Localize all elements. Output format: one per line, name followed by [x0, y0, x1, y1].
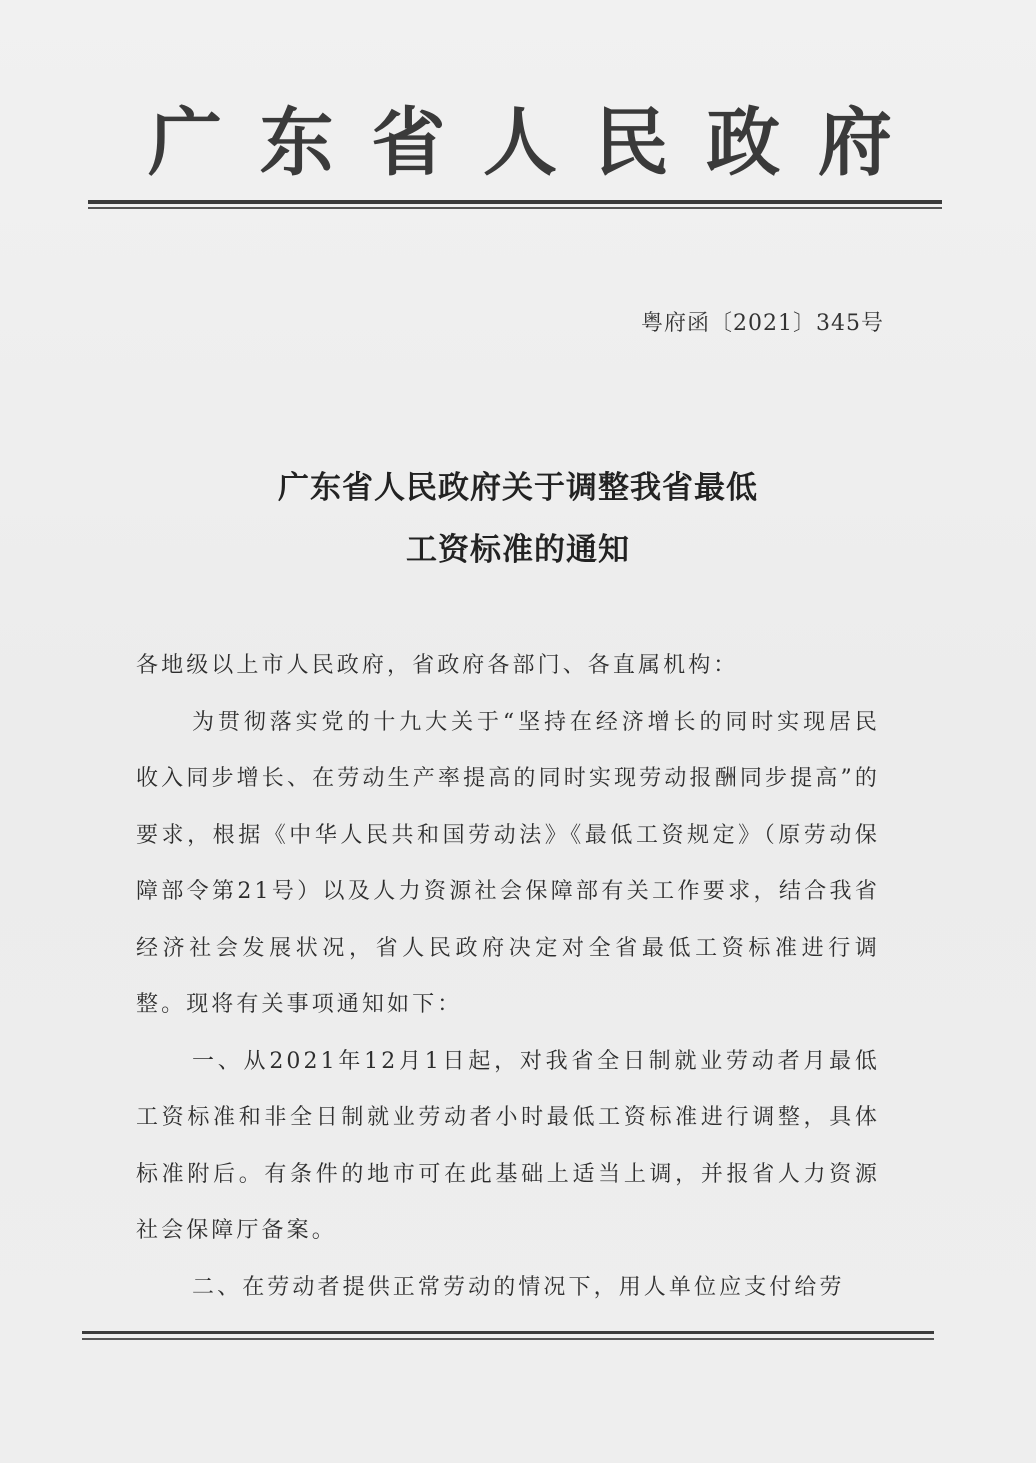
masthead-char: 民 — [594, 100, 669, 186]
body-paragraph: 二、在劳动者提供正常劳动的情况下，用人单位应支付给劳 — [192, 1274, 845, 1300]
masthead-char: 人 — [482, 100, 557, 186]
masthead-char: 政 — [706, 100, 781, 186]
header-divider-thin — [88, 207, 942, 209]
footer-divider-thin — [82, 1338, 934, 1340]
masthead-char: 省 — [371, 100, 446, 186]
footer-divider-thick — [82, 1331, 934, 1334]
salutation: 各地级以上市人民政府，省政府各部门、各直属机构： — [136, 653, 739, 678]
masthead-char: 广 — [148, 100, 222, 186]
masthead-char: 东 — [259, 100, 334, 186]
document-title-line-2: 工资标准的通知 — [406, 532, 630, 568]
body-paragraph: 为贯彻落实党的十九大关于“坚持在经济增长的同时实现居民收入同步增长、在劳动生产率提高的同时实现劳动报酬同步提高”的要求，根据《中华人民共和国劳动法》《最低工资规定》（原劳动保障部令第21号）以及人力资源社会保障部有关工作要求，结合我省经济社会发展状况，省人民政府决定对全省最低工资标准进行调整。现将有关事项通知如下： — [136, 709, 880, 1017]
masthead — [140, 92, 900, 186]
body-paragraph: 一、从2021年12月1日起，对我省全日制就业劳动者月最低工资标准和非全日制就业劳动者小时最低工资标准进行调整，具体标准附后。有条件的地市可在此基础上适当上调，并报省人力资源社会保障厅备案。 — [136, 1048, 880, 1243]
document-body — [136, 638, 880, 1316]
masthead-char: 府 — [817, 100, 892, 186]
document-number: 粤府函〔2021〕345号 — [641, 311, 884, 336]
document-title-line-1: 广东省人民政府关于调整我省最低 — [278, 470, 758, 506]
header-divider-thick — [88, 200, 942, 204]
